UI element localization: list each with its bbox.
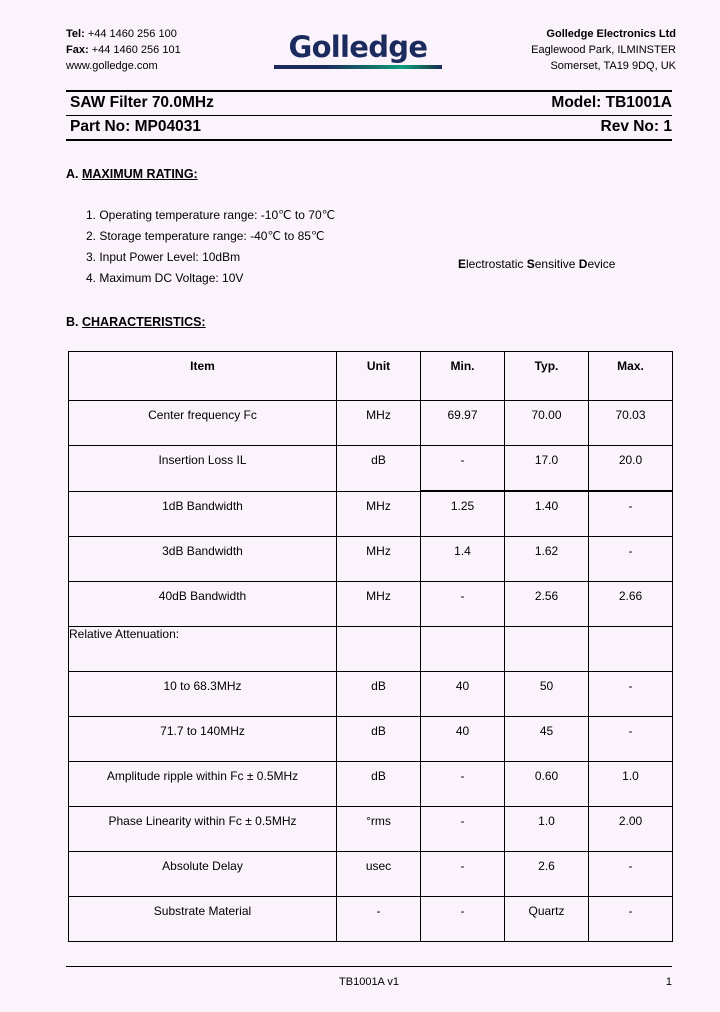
characteristics-table bbox=[68, 351, 673, 942]
esd-s-cap: S bbox=[526, 257, 535, 271]
table-row bbox=[69, 807, 673, 852]
esd-warning-note bbox=[458, 257, 615, 271]
address-line-2: Somerset, TA19 9DQ, UK bbox=[550, 60, 676, 72]
cell-max-text: 2.00 bbox=[618, 814, 643, 828]
cell-group-blank-min bbox=[421, 627, 505, 672]
cell-unit bbox=[337, 807, 421, 852]
cell-item-text: 1dB Bandwidth bbox=[162, 498, 243, 513]
fax-line bbox=[66, 42, 181, 58]
telephone-value: +44 1460 256 100 bbox=[87, 28, 177, 40]
cell-min-text: - bbox=[460, 453, 465, 467]
cell-unit-text: MHz bbox=[366, 408, 391, 422]
column-header-unit bbox=[337, 352, 421, 401]
group-label-text: Relative Attenuation: bbox=[69, 627, 180, 641]
table-header-row bbox=[69, 352, 673, 401]
cell-item-text: 40dB Bandwidth bbox=[158, 589, 247, 603]
cell-typ bbox=[505, 762, 589, 807]
section-a-prefix: A. bbox=[66, 167, 79, 181]
cell-item bbox=[69, 852, 337, 897]
cell-min bbox=[421, 762, 505, 807]
cell-item-text: Center frequency Fc bbox=[148, 408, 257, 422]
rating-item-4: 4. Maximum DC Voltage: 10V bbox=[86, 271, 244, 285]
cell-min bbox=[421, 401, 505, 446]
cell-item-text: Insertion Loss IL bbox=[158, 453, 247, 467]
cell-group-label bbox=[69, 627, 337, 672]
table-row bbox=[69, 537, 673, 582]
cell-typ-text: 2.6 bbox=[538, 859, 555, 873]
cell-group-spacer bbox=[337, 627, 421, 672]
column-header-max-label: Max. bbox=[617, 359, 644, 373]
cell-typ-text: 17.0 bbox=[534, 453, 559, 467]
table-group-row bbox=[69, 627, 673, 672]
column-header-unit-label: Unit bbox=[366, 359, 391, 373]
cell-max-text: - bbox=[628, 544, 633, 558]
footer-rule bbox=[66, 966, 672, 967]
address-line-1: Eaglewood Park, ILMINSTER bbox=[531, 44, 676, 56]
cell-unit bbox=[337, 401, 421, 446]
cell-min bbox=[421, 491, 505, 537]
cell-unit-text: °rms bbox=[366, 814, 391, 828]
cell-item-text: 10 to 68.3MHz bbox=[163, 679, 242, 693]
cell-typ-text: 1.0 bbox=[538, 814, 555, 828]
section-b-prefix: B. bbox=[66, 315, 79, 329]
cell-typ-text: 1.40 bbox=[534, 499, 559, 513]
cell-item bbox=[69, 717, 337, 762]
contact-details bbox=[66, 26, 181, 74]
fax-label: Fax: bbox=[66, 44, 89, 56]
cell-max bbox=[589, 717, 673, 762]
part-number: Part No: MP04031 bbox=[70, 118, 201, 135]
cell-typ bbox=[505, 446, 589, 492]
cell-max-text: - bbox=[628, 904, 633, 918]
cell-item bbox=[69, 897, 337, 942]
title-bars bbox=[66, 90, 672, 141]
cell-typ bbox=[505, 717, 589, 762]
section-characteristics bbox=[66, 315, 672, 329]
cell-typ bbox=[505, 401, 589, 446]
section-a-heading bbox=[66, 167, 672, 181]
cell-min-text: - bbox=[460, 589, 465, 603]
cell-unit-text: MHz bbox=[366, 498, 391, 513]
cell-min-text: 40 bbox=[455, 724, 470, 738]
cell-group-blank-typ bbox=[505, 627, 589, 672]
logo-gradient-rule-icon bbox=[274, 65, 442, 69]
cell-item-text: Absolute Delay bbox=[162, 859, 243, 873]
cell-unit-text: usec bbox=[365, 859, 392, 873]
rating-item-2: 2. Storage temperature range: -40℃ to 85℃ bbox=[86, 229, 325, 243]
table-row bbox=[69, 446, 673, 492]
page-number: 1 bbox=[665, 976, 672, 988]
cell-typ bbox=[505, 672, 589, 717]
title-rule-bottom bbox=[66, 139, 672, 141]
cell-typ-text: 70.00 bbox=[531, 408, 562, 422]
cell-min-text: 1.4 bbox=[454, 544, 471, 558]
esd-e-cap: E bbox=[458, 257, 467, 271]
column-header-min-label: Min. bbox=[450, 359, 475, 373]
cell-max bbox=[589, 582, 673, 627]
cell-unit-text: dB bbox=[371, 453, 386, 467]
cell-min-text: 40 bbox=[455, 679, 470, 693]
cell-item bbox=[69, 491, 337, 537]
column-header-typ bbox=[505, 352, 589, 401]
cell-group-blank-max bbox=[589, 627, 673, 672]
document-id: TB1001A v1 bbox=[339, 976, 399, 988]
website-link[interactable]: www.golledge.com bbox=[66, 60, 158, 72]
model-number: Model: TB1001A bbox=[551, 94, 672, 111]
section-a-title: MAXIMUM RATING: bbox=[81, 167, 198, 181]
cell-unit-text: dB bbox=[371, 679, 386, 693]
cell-unit-text: dB bbox=[371, 724, 386, 738]
cell-item bbox=[69, 762, 337, 807]
revision-number: Rev No: 1 bbox=[600, 118, 672, 135]
cell-unit bbox=[337, 537, 421, 582]
cell-min bbox=[421, 672, 505, 717]
cell-typ-text: 1.62 bbox=[534, 544, 559, 558]
section-maximum-rating bbox=[66, 167, 672, 289]
cell-min-text: 69.97 bbox=[447, 408, 478, 422]
column-header-max bbox=[589, 352, 673, 401]
cell-typ-text: Quartz bbox=[528, 904, 565, 918]
cell-typ-text: 45 bbox=[539, 724, 554, 738]
rating-item-3: 3. Input Power Level: 10dBm bbox=[86, 250, 241, 264]
cell-typ bbox=[505, 537, 589, 582]
column-header-item bbox=[69, 352, 337, 401]
cell-unit-text: - bbox=[376, 904, 381, 918]
cell-min bbox=[421, 537, 505, 582]
cell-item-text: Phase Linearity within Fc ± 0.5MHz bbox=[108, 814, 297, 828]
column-header-min bbox=[421, 352, 505, 401]
cell-max bbox=[589, 807, 673, 852]
cell-item bbox=[69, 446, 337, 492]
cell-max bbox=[589, 852, 673, 897]
cell-min-text: - bbox=[460, 859, 465, 873]
cell-max-text: 20.0 bbox=[618, 453, 643, 467]
cell-min bbox=[421, 807, 505, 852]
cell-min-text: - bbox=[460, 904, 465, 918]
cell-min-text: 1.25 bbox=[450, 499, 475, 513]
product-title-row bbox=[66, 92, 672, 115]
section-b-title: CHARACTERISTICS: bbox=[81, 315, 206, 329]
cell-item-text: 71.7 to 140MHz bbox=[160, 724, 245, 738]
cell-typ bbox=[505, 852, 589, 897]
cell-unit-text: dB bbox=[371, 769, 386, 783]
table-row bbox=[69, 717, 673, 762]
cell-item bbox=[69, 672, 337, 717]
cell-max bbox=[589, 537, 673, 582]
cell-typ-text: 0.60 bbox=[534, 769, 559, 783]
cell-max-text: 70.03 bbox=[615, 408, 646, 422]
cell-max bbox=[589, 446, 673, 492]
esd-s-rest: ensitive bbox=[534, 257, 576, 271]
cell-unit bbox=[337, 852, 421, 897]
table-row bbox=[69, 582, 673, 627]
cell-typ-text: 50 bbox=[539, 679, 554, 693]
section-b-heading bbox=[66, 315, 672, 329]
cell-typ bbox=[505, 491, 589, 537]
column-header-typ-label: Typ. bbox=[534, 359, 559, 373]
cell-max-text: - bbox=[628, 859, 633, 873]
cell-unit-text: MHz bbox=[366, 544, 391, 558]
telephone-label: Tel: bbox=[66, 28, 85, 40]
cell-unit bbox=[337, 762, 421, 807]
golledge-logo bbox=[274, 26, 442, 69]
maximum-rating-list bbox=[66, 205, 672, 289]
cell-min bbox=[421, 582, 505, 627]
table-row bbox=[69, 672, 673, 717]
telephone-line bbox=[66, 26, 181, 42]
table-row bbox=[69, 401, 673, 446]
page-footer bbox=[66, 966, 672, 988]
esd-d-cap: D bbox=[578, 257, 588, 271]
cell-item bbox=[69, 582, 337, 627]
cell-min-text: - bbox=[460, 814, 465, 828]
cell-min bbox=[421, 717, 505, 762]
cell-unit bbox=[337, 491, 421, 537]
cell-max-text: 1.0 bbox=[622, 769, 639, 783]
fax-value: +44 1460 256 101 bbox=[91, 44, 181, 56]
cell-max bbox=[589, 762, 673, 807]
cell-item bbox=[69, 807, 337, 852]
footer-content bbox=[66, 976, 672, 988]
column-header-item-label: Item bbox=[190, 359, 215, 373]
cell-max bbox=[589, 897, 673, 942]
cell-item-text: Substrate Material bbox=[153, 904, 252, 918]
cell-unit bbox=[337, 672, 421, 717]
cell-item-text: Amplitude ripple within Fc ± 0.5MHz bbox=[106, 769, 299, 783]
table-row bbox=[69, 491, 673, 537]
cell-typ bbox=[505, 807, 589, 852]
cell-min bbox=[421, 897, 505, 942]
rating-item-1: 1. Operating temperature range: -10℃ to 70℃ bbox=[86, 208, 336, 222]
cell-item bbox=[69, 401, 337, 446]
cell-max bbox=[589, 401, 673, 446]
company-name: Golledge Electronics Ltd bbox=[546, 28, 676, 40]
maximum-rating-area bbox=[66, 205, 672, 289]
cell-unit bbox=[337, 446, 421, 492]
cell-max bbox=[589, 672, 673, 717]
cell-max-text: - bbox=[628, 679, 633, 693]
characteristics-table-wrap bbox=[68, 351, 672, 942]
cell-max-text: - bbox=[628, 724, 633, 738]
cell-item-text: 3dB Bandwidth bbox=[162, 544, 243, 558]
letterhead bbox=[0, 0, 720, 74]
cell-max bbox=[589, 491, 673, 537]
cell-min bbox=[421, 446, 505, 492]
cell-typ bbox=[505, 897, 589, 942]
cell-typ-text: 2.56 bbox=[534, 589, 559, 603]
table-row bbox=[69, 897, 673, 942]
esd-d-rest: evice bbox=[587, 257, 616, 271]
cell-unit-text: MHz bbox=[366, 589, 391, 603]
cell-item bbox=[69, 537, 337, 582]
company-address bbox=[531, 26, 676, 74]
cell-min bbox=[421, 852, 505, 897]
cell-max-text: - bbox=[628, 499, 633, 513]
cell-typ bbox=[505, 582, 589, 627]
part-title-row bbox=[66, 116, 672, 139]
cell-max-text: 2.66 bbox=[618, 589, 643, 603]
cell-unit bbox=[337, 897, 421, 942]
cell-unit bbox=[337, 582, 421, 627]
cell-unit bbox=[337, 717, 421, 762]
product-title: SAW Filter 70.0MHz bbox=[70, 94, 214, 111]
cell-min-text: - bbox=[460, 769, 465, 783]
logo-wordmark: Golledge bbox=[288, 30, 428, 64]
table-row bbox=[69, 852, 673, 897]
table-row bbox=[69, 762, 673, 807]
esd-e-rest: lectrostatic bbox=[466, 257, 524, 271]
